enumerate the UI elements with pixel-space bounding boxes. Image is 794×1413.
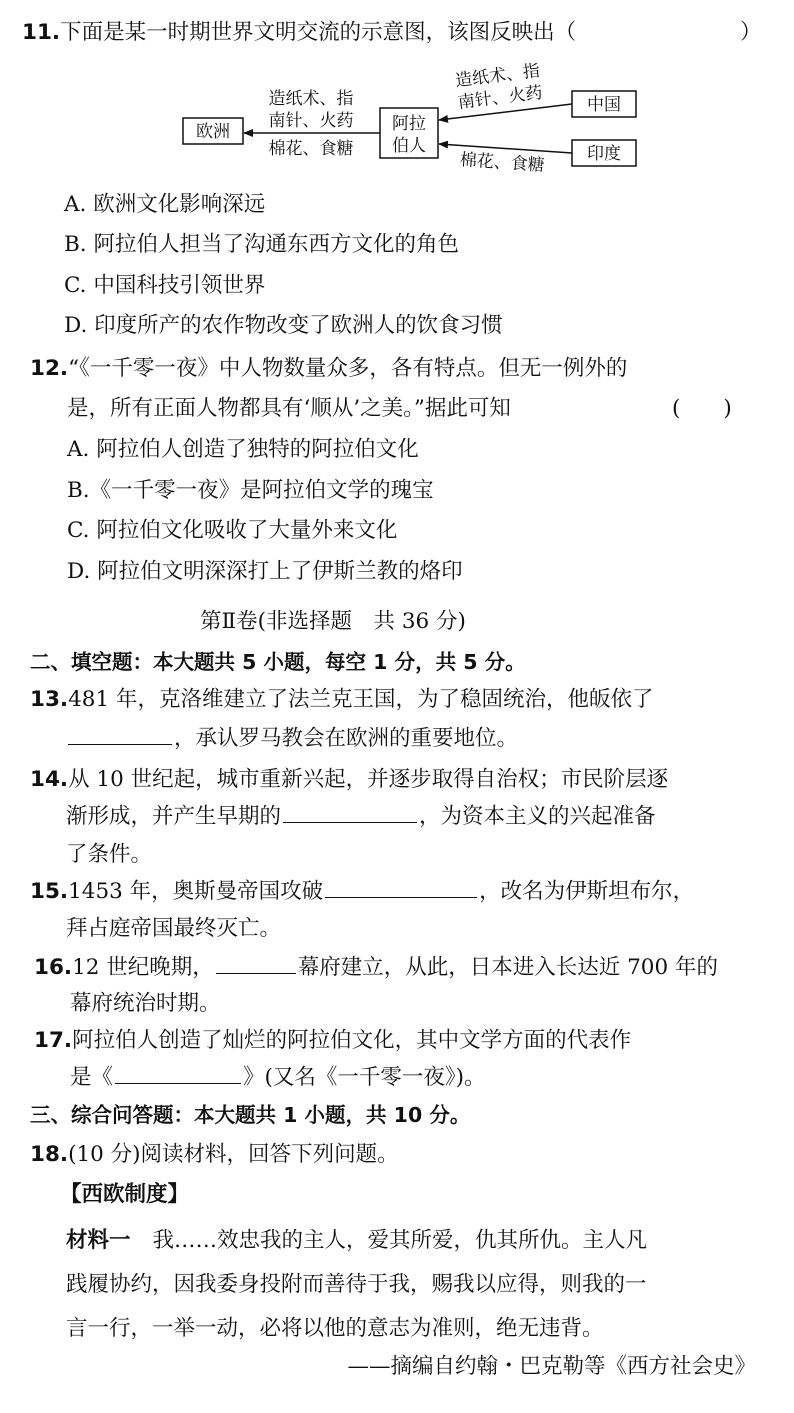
- answer-blank[interactable]: [68, 724, 172, 745]
- box-india-label: 印度: [587, 144, 621, 164]
- question-13-line-2: [66, 724, 518, 754]
- label-left-top-2: 南针、火药: [268, 111, 354, 131]
- arrow-india-to-arab: [439, 144, 572, 153]
- part-2-title-text: 第Ⅱ卷(非选择题 共 36 分): [200, 609, 466, 634]
- section-2-heading: 二、填空题：本大题共 5 小题，每空 1 分，共 5 分。: [30, 650, 526, 674]
- q12-option-a: A. 阿拉伯人创造了独特的阿拉伯文化: [67, 437, 419, 462]
- question-12-line-1: [30, 354, 627, 384]
- label-right-top-1: 造纸术、指: [454, 61, 541, 92]
- question-text: ，改名为伊斯坦布尔，: [479, 879, 695, 904]
- question-text: 是《: [70, 1065, 114, 1090]
- material-subheading: 【西欧制度】: [60, 1182, 190, 1207]
- question-text: ，为资本主义的兴起准备: [419, 804, 656, 829]
- culture-exchange-diagram: [170, 56, 640, 180]
- label-left-bottom: 棉花、食糖: [268, 139, 354, 159]
- question-13-line-1: [30, 685, 653, 715]
- part-2-title: [200, 607, 466, 637]
- q12-option-c: C. 阿拉伯文化吸收了大量外来文化: [67, 518, 398, 543]
- box-europe-label: 欧洲: [196, 122, 230, 142]
- answer-blank[interactable]: [115, 1063, 241, 1084]
- question-number: 13.: [30, 687, 69, 712]
- material-line-2: 践履协约，因我委身投附而善待于我，赐我以应得，则我的一: [66, 1272, 647, 1297]
- q11-option-b: B. 阿拉伯人担当了沟通东西方文化的角色: [64, 232, 459, 257]
- question-16-line-1: [34, 953, 718, 983]
- question-14-line-1: [30, 765, 668, 795]
- question-number: 11.: [22, 20, 61, 45]
- question-text: 1453 年，奥斯曼帝国攻破: [68, 879, 324, 904]
- question-text: 幕府建立，从此，日本进入长达近 700 年的: [297, 955, 719, 980]
- q12-option-b: B.《一千零一夜》是阿拉伯文学的瑰宝: [67, 478, 434, 503]
- question-16-line-2: 幕府统治时期。: [70, 991, 221, 1016]
- answer-blank[interactable]: [325, 877, 477, 898]
- answer-blank[interactable]: [216, 953, 296, 974]
- box-china-label: 中国: [587, 95, 621, 115]
- label-right-bottom: 棉花、食糖: [459, 150, 546, 176]
- question-text: 阿拉伯人创造了灿烂的阿拉伯文化，其中文学方面的代表作: [72, 1028, 632, 1053]
- question-text: 从 10 世纪起，城市重新兴起，并逐步取得自治权；市民阶层逐: [68, 767, 669, 792]
- question-17-line-1: [34, 1026, 631, 1056]
- question-number: 18.: [30, 1142, 69, 1167]
- answer-paren: ）: [740, 20, 762, 45]
- question-12-line-2: 是，所有正面人物都具有‘顺从’之美。”据此可知: [67, 396, 511, 421]
- question-15-line-1: [30, 877, 694, 907]
- question-14-line-3: 了条件。: [66, 842, 153, 867]
- question-17-line-2: [70, 1063, 486, 1093]
- q11-option-a: A. 欧洲文化影响深远: [64, 192, 266, 217]
- question-text: ，承认罗马教会在欧洲的重要地位。: [174, 726, 519, 751]
- question-text: 481 年，克洛维建立了法兰克王国，为了稳固统治，他皈依了: [68, 687, 654, 712]
- material-label: 材料一: [66, 1228, 131, 1253]
- question-text: “《一千零一夜》中人物数量众多，各有特点。但无一例外的: [68, 356, 628, 381]
- material-line-3: 言一行，一举一动，必将以他的意志为准则，绝无违背。: [66, 1316, 604, 1341]
- section-3-heading: 三、综合问答题：本大题共 1 小题，共 10 分。: [30, 1103, 471, 1127]
- label-left-top-1: 造纸术、指: [268, 89, 354, 109]
- question-number: 12.: [30, 356, 69, 381]
- question-18-stem: [30, 1140, 399, 1170]
- q11-option-d: D. 印度所产的农作物改变了欧洲人的饮食习惯: [64, 313, 503, 338]
- question-text: 》(又名《一千零一夜》)。: [243, 1065, 486, 1090]
- label-right-top-2: 南针、火药: [456, 82, 544, 114]
- question-text: (10 分)阅读材料，回答下列问题。: [68, 1142, 399, 1167]
- question-11-stem: [22, 18, 576, 48]
- material-source: ——摘编自约翰・巴克勒等《西方社会史》: [347, 1354, 756, 1379]
- q11-option-c: C. 中国科技引领世界: [64, 273, 266, 298]
- question-text: 渐形成，并产生早期的: [66, 804, 282, 829]
- question-number: 14.: [30, 767, 69, 792]
- question-text: 12 世纪晚期，: [72, 955, 214, 980]
- material-line-1: [66, 1226, 647, 1256]
- question-text: 下面是某一时期世界文明交流的示意图，该图反映出（: [60, 20, 577, 45]
- box-arab-label-2: 伯人: [392, 136, 426, 156]
- question-number: 17.: [34, 1028, 73, 1053]
- question-number: 16.: [34, 955, 73, 980]
- question-15-line-2: 拜占庭帝国最终灭亡。: [66, 916, 282, 941]
- box-arab-label-1: 阿拉: [392, 114, 426, 134]
- question-number: 15.: [30, 879, 69, 904]
- answer-blank[interactable]: [283, 802, 417, 823]
- answer-paren: ( ): [672, 396, 732, 421]
- question-14-line-2: [66, 802, 656, 832]
- material-text: 我……效忠我的主人，爱其所爱，仇其所仇。主人凡: [152, 1228, 648, 1253]
- q12-option-d: D. 阿拉伯文明深深打上了伊斯兰教的烙印: [67, 559, 463, 584]
